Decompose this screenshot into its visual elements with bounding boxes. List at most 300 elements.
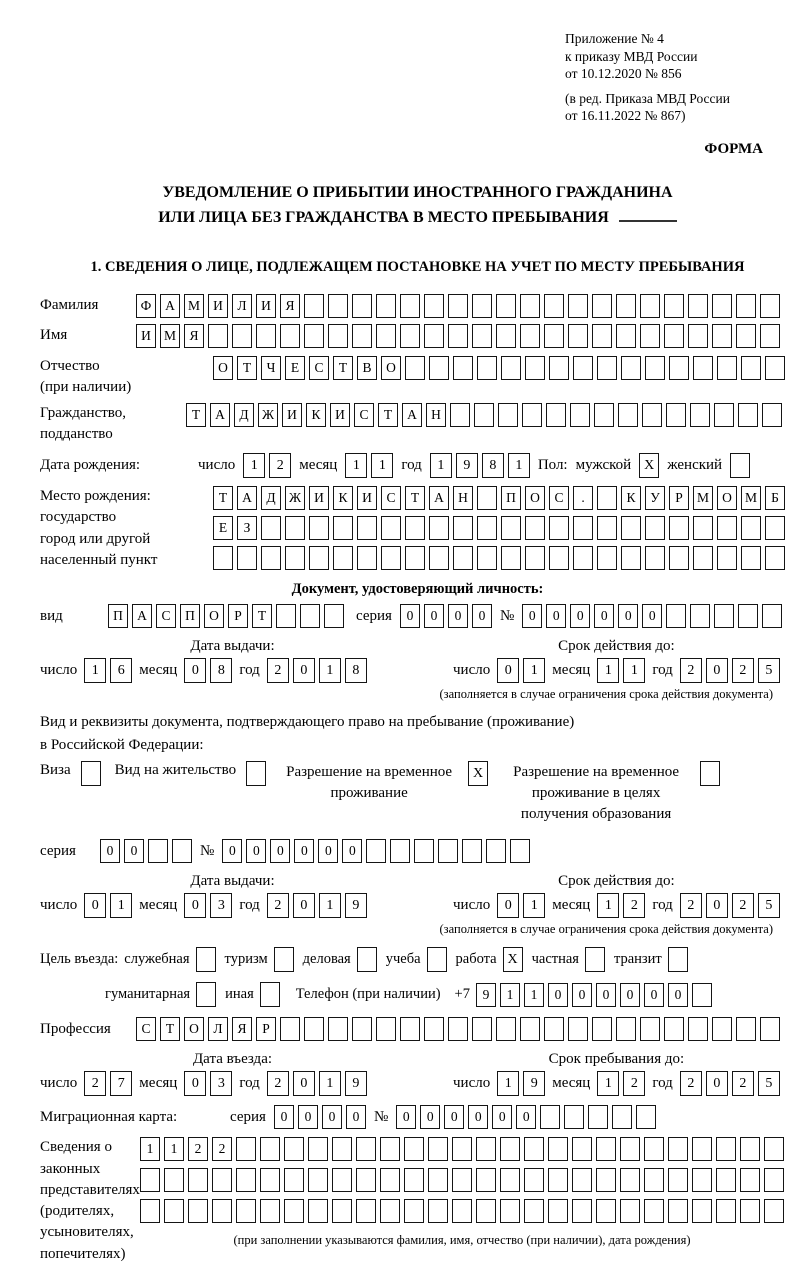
cell[interactable]: 1 — [497, 1071, 519, 1096]
cell[interactable] — [568, 294, 588, 318]
cell[interactable] — [596, 1199, 616, 1223]
cell[interactable] — [688, 324, 708, 348]
cell[interactable] — [404, 1168, 424, 1192]
cell[interactable]: М — [693, 486, 713, 510]
cell[interactable]: 1 — [597, 893, 619, 918]
cell[interactable] — [232, 324, 252, 348]
cell[interactable]: 0 — [596, 983, 616, 1007]
sex-female-checkbox[interactable] — [730, 453, 750, 478]
cell[interactable]: 2 — [732, 1071, 754, 1096]
cell[interactable] — [596, 1137, 616, 1161]
cell[interactable] — [597, 486, 617, 510]
cell[interactable] — [164, 1199, 184, 1223]
cell[interactable]: 0 — [468, 1105, 488, 1129]
cell[interactable] — [476, 1137, 496, 1161]
cell[interactable]: 1 — [110, 893, 132, 918]
cell[interactable] — [524, 1137, 544, 1161]
cell[interactable] — [400, 324, 420, 348]
cell[interactable] — [472, 1017, 492, 1041]
cell[interactable]: 0 — [342, 839, 362, 863]
cell[interactable] — [496, 324, 516, 348]
cell[interactable] — [188, 1199, 208, 1223]
cell[interactable] — [405, 546, 425, 570]
cell[interactable] — [405, 356, 425, 380]
temp-permit-checkbox[interactable]: X — [468, 761, 488, 786]
cell[interactable]: 8 — [210, 658, 232, 683]
cell[interactable]: 8 — [345, 658, 367, 683]
cell[interactable]: 2 — [267, 658, 289, 683]
cell[interactable] — [621, 516, 641, 540]
cell[interactable]: 9 — [523, 1071, 545, 1096]
cell[interactable] — [666, 403, 686, 427]
cell[interactable] — [477, 516, 497, 540]
cell[interactable] — [276, 604, 296, 628]
cell[interactable]: 1 — [523, 658, 545, 683]
cell[interactable] — [332, 1199, 352, 1223]
cell[interactable] — [324, 604, 344, 628]
cell[interactable]: 3 — [210, 1071, 232, 1096]
cell[interactable] — [597, 356, 617, 380]
purpose-transit-checkbox[interactable] — [668, 947, 688, 972]
cell[interactable]: 0 — [522, 604, 542, 628]
cell[interactable]: 1 — [597, 658, 619, 683]
cell[interactable] — [284, 1168, 304, 1192]
cell[interactable] — [188, 1168, 208, 1192]
cell[interactable]: 5 — [758, 658, 780, 683]
cell[interactable] — [498, 403, 518, 427]
cell[interactable]: О — [717, 486, 737, 510]
purpose-private-checkbox[interactable] — [585, 947, 605, 972]
purpose-work-checkbox[interactable]: X — [503, 947, 523, 972]
cell[interactable] — [474, 403, 494, 427]
cell[interactable] — [740, 1199, 760, 1223]
cell[interactable] — [664, 294, 684, 318]
cell[interactable]: 0 — [184, 1071, 206, 1096]
cell[interactable]: 1 — [508, 453, 530, 478]
cell[interactable]: 7 — [110, 1071, 132, 1096]
cell[interactable]: 0 — [644, 983, 664, 1007]
cell[interactable] — [404, 1199, 424, 1223]
cell[interactable]: 1 — [523, 893, 545, 918]
cell[interactable] — [520, 294, 540, 318]
cell[interactable] — [404, 1137, 424, 1161]
cell[interactable] — [664, 324, 684, 348]
cell[interactable] — [568, 324, 588, 348]
cell[interactable] — [621, 546, 641, 570]
cell[interactable]: Н — [426, 403, 446, 427]
cell[interactable]: А — [210, 403, 230, 427]
cell[interactable]: Р — [669, 486, 689, 510]
cell[interactable]: 0 — [124, 839, 144, 863]
cell[interactable]: 0 — [594, 604, 614, 628]
cell[interactable] — [546, 403, 566, 427]
cell[interactable] — [352, 324, 372, 348]
cell[interactable]: С — [136, 1017, 156, 1041]
cell[interactable]: А — [429, 486, 449, 510]
cell[interactable]: А — [237, 486, 257, 510]
cell[interactable] — [564, 1105, 584, 1129]
cell[interactable]: 1 — [597, 1071, 619, 1096]
cell[interactable]: Т — [252, 604, 272, 628]
cell[interactable] — [414, 839, 434, 863]
cell[interactable] — [765, 516, 785, 540]
cell[interactable]: К — [333, 486, 353, 510]
cell[interactable] — [381, 546, 401, 570]
cell[interactable] — [692, 1137, 712, 1161]
cell[interactable] — [669, 516, 689, 540]
cell[interactable] — [762, 604, 782, 628]
cell[interactable] — [618, 403, 638, 427]
cell[interactable] — [690, 403, 710, 427]
cell[interactable] — [573, 516, 593, 540]
cell[interactable] — [573, 356, 593, 380]
cell[interactable] — [236, 1137, 256, 1161]
cell[interactable] — [594, 403, 614, 427]
cell[interactable] — [284, 1137, 304, 1161]
cell[interactable]: О — [184, 1017, 204, 1041]
cell[interactable]: 0 — [294, 839, 314, 863]
cell[interactable] — [548, 1199, 568, 1223]
cell[interactable]: 2 — [680, 893, 702, 918]
cell[interactable] — [476, 1168, 496, 1192]
cell[interactable] — [717, 356, 737, 380]
cell[interactable]: Л — [232, 294, 252, 318]
cell[interactable] — [522, 403, 542, 427]
cell[interactable] — [424, 294, 444, 318]
cell[interactable]: 2 — [680, 658, 702, 683]
cell[interactable]: А — [132, 604, 152, 628]
cell[interactable]: Т — [405, 486, 425, 510]
cell[interactable] — [592, 1017, 612, 1041]
cell[interactable] — [212, 1199, 232, 1223]
cell[interactable]: 0 — [497, 893, 519, 918]
cell[interactable]: О — [204, 604, 224, 628]
cell[interactable] — [328, 1017, 348, 1041]
cell[interactable] — [693, 546, 713, 570]
cell[interactable] — [524, 1199, 544, 1223]
cell[interactable]: Я — [280, 294, 300, 318]
cell[interactable]: 0 — [497, 658, 519, 683]
cell[interactable] — [452, 1137, 472, 1161]
cell[interactable] — [544, 324, 564, 348]
cell[interactable]: Н — [453, 486, 473, 510]
cell[interactable] — [500, 1199, 520, 1223]
cell[interactable] — [741, 516, 761, 540]
cell[interactable] — [738, 403, 758, 427]
cell[interactable] — [462, 839, 482, 863]
cell[interactable]: С — [156, 604, 176, 628]
cell[interactable] — [400, 1017, 420, 1041]
cell[interactable] — [690, 604, 710, 628]
cell[interactable]: Ж — [258, 403, 278, 427]
cell[interactable] — [261, 546, 281, 570]
cell[interactable] — [500, 1137, 520, 1161]
cell[interactable]: С — [354, 403, 374, 427]
cell[interactable] — [712, 294, 732, 318]
cell[interactable]: Я — [232, 1017, 252, 1041]
cell[interactable] — [668, 1199, 688, 1223]
cell[interactable] — [309, 516, 329, 540]
cell[interactable]: Р — [256, 1017, 276, 1041]
cell[interactable] — [280, 324, 300, 348]
cell[interactable] — [712, 1017, 732, 1041]
cell[interactable]: 5 — [758, 1071, 780, 1096]
cell[interactable]: 0 — [346, 1105, 366, 1129]
cell[interactable] — [736, 1017, 756, 1041]
cell[interactable] — [356, 1137, 376, 1161]
cell[interactable] — [140, 1199, 160, 1223]
cell[interactable] — [400, 294, 420, 318]
cell[interactable]: П — [501, 486, 521, 510]
cell[interactable] — [429, 516, 449, 540]
cell[interactable] — [640, 294, 660, 318]
cell[interactable] — [597, 516, 617, 540]
cell[interactable] — [208, 324, 228, 348]
cell[interactable]: 2 — [84, 1071, 106, 1096]
cell[interactable]: И — [136, 324, 156, 348]
cell[interactable]: Т — [378, 403, 398, 427]
cell[interactable]: 0 — [620, 983, 640, 1007]
cell[interactable]: М — [160, 324, 180, 348]
cell[interactable] — [640, 1017, 660, 1041]
cell[interactable] — [476, 1199, 496, 1223]
cell[interactable]: 0 — [706, 658, 728, 683]
cell[interactable] — [236, 1168, 256, 1192]
cell[interactable]: 0 — [222, 839, 242, 863]
cell[interactable]: 0 — [246, 839, 266, 863]
cell[interactable] — [572, 1199, 592, 1223]
cell[interactable] — [741, 356, 761, 380]
cell[interactable]: 0 — [618, 604, 638, 628]
cell[interactable]: О — [381, 356, 401, 380]
cell[interactable] — [544, 294, 564, 318]
cell[interactable]: 1 — [345, 453, 367, 478]
cell[interactable] — [486, 839, 506, 863]
cell[interactable] — [472, 294, 492, 318]
cell[interactable] — [453, 356, 473, 380]
cell[interactable] — [712, 324, 732, 348]
cell[interactable] — [692, 1199, 712, 1223]
cell[interactable]: 8 — [482, 453, 504, 478]
cell[interactable]: 0 — [424, 604, 444, 628]
cell[interactable] — [260, 1199, 280, 1223]
cell[interactable] — [172, 839, 192, 863]
cell[interactable] — [525, 546, 545, 570]
cell[interactable]: 0 — [642, 604, 662, 628]
cell[interactable]: 2 — [732, 893, 754, 918]
cell[interactable] — [304, 324, 324, 348]
cell[interactable] — [380, 1199, 400, 1223]
cell[interactable]: 0 — [184, 658, 206, 683]
cell[interactable] — [300, 604, 320, 628]
cell[interactable] — [304, 294, 324, 318]
cell[interactable] — [332, 1168, 352, 1192]
cell[interactable] — [693, 356, 713, 380]
cell[interactable] — [525, 356, 545, 380]
purpose-official-checkbox[interactable] — [196, 947, 216, 972]
cell[interactable]: 0 — [84, 893, 106, 918]
purpose-humanitarian-checkbox[interactable] — [196, 982, 216, 1007]
cell[interactable] — [380, 1168, 400, 1192]
cell[interactable] — [520, 324, 540, 348]
cell[interactable]: 3 — [210, 893, 232, 918]
cell[interactable] — [164, 1168, 184, 1192]
cell[interactable]: 1 — [319, 658, 341, 683]
cell[interactable] — [333, 546, 353, 570]
cell[interactable] — [376, 324, 396, 348]
cell[interactable] — [645, 546, 665, 570]
cell[interactable]: 1 — [243, 453, 265, 478]
cell[interactable] — [620, 1168, 640, 1192]
cell[interactable] — [549, 516, 569, 540]
cell[interactable] — [548, 1137, 568, 1161]
cell[interactable] — [764, 1137, 784, 1161]
cell[interactable] — [588, 1105, 608, 1129]
cell[interactable] — [237, 546, 257, 570]
cell[interactable] — [357, 516, 377, 540]
cell[interactable] — [212, 1168, 232, 1192]
cell[interactable] — [540, 1105, 560, 1129]
cell[interactable]: 0 — [420, 1105, 440, 1129]
cell[interactable]: О — [213, 356, 233, 380]
cell[interactable] — [668, 1137, 688, 1161]
cell[interactable]: К — [621, 486, 641, 510]
cell[interactable]: И — [330, 403, 350, 427]
cell[interactable]: К — [306, 403, 326, 427]
cell[interactable] — [328, 294, 348, 318]
cell[interactable]: 2 — [732, 658, 754, 683]
cell[interactable] — [597, 546, 617, 570]
cell[interactable]: 0 — [293, 1071, 315, 1096]
cell[interactable] — [429, 546, 449, 570]
cell[interactable]: 0 — [706, 1071, 728, 1096]
cell[interactable]: 0 — [298, 1105, 318, 1129]
cell[interactable] — [572, 1137, 592, 1161]
cell[interactable] — [764, 1199, 784, 1223]
cell[interactable] — [308, 1199, 328, 1223]
cell[interactable] — [666, 604, 686, 628]
cell[interactable] — [668, 1168, 688, 1192]
cell[interactable] — [692, 983, 712, 1007]
cell[interactable] — [285, 516, 305, 540]
cell[interactable]: М — [741, 486, 761, 510]
cell[interactable] — [645, 516, 665, 540]
cell[interactable] — [140, 1168, 160, 1192]
cell[interactable]: А — [160, 294, 180, 318]
cell[interactable] — [760, 1017, 780, 1041]
cell[interactable]: 1 — [623, 658, 645, 683]
cell[interactable]: 9 — [345, 893, 367, 918]
sex-male-checkbox[interactable]: X — [639, 453, 659, 478]
cell[interactable] — [428, 1137, 448, 1161]
cell[interactable]: 1 — [84, 658, 106, 683]
cell[interactable] — [548, 1168, 568, 1192]
cell[interactable]: О — [525, 486, 545, 510]
cell[interactable] — [669, 546, 689, 570]
cell[interactable] — [452, 1199, 472, 1223]
cell[interactable]: 0 — [546, 604, 566, 628]
cell[interactable] — [616, 1017, 636, 1041]
cell[interactable]: Б — [765, 486, 785, 510]
cell[interactable]: 1 — [140, 1137, 160, 1161]
cell[interactable]: 9 — [345, 1071, 367, 1096]
cell[interactable] — [448, 1017, 468, 1041]
cell[interactable] — [260, 1137, 280, 1161]
cell[interactable] — [477, 546, 497, 570]
cell[interactable] — [764, 1168, 784, 1192]
cell[interactable]: 0 — [668, 983, 688, 1007]
cell[interactable] — [636, 1105, 656, 1129]
cell[interactable] — [568, 1017, 588, 1041]
cell[interactable]: С — [549, 486, 569, 510]
cell[interactable] — [644, 1137, 664, 1161]
cell[interactable] — [213, 546, 233, 570]
cell[interactable] — [717, 516, 737, 540]
cell[interactable] — [496, 294, 516, 318]
cell[interactable] — [612, 1105, 632, 1129]
cell[interactable]: Ф — [136, 294, 156, 318]
cell[interactable] — [644, 1168, 664, 1192]
cell[interactable] — [616, 294, 636, 318]
cell[interactable] — [356, 1168, 376, 1192]
cell[interactable]: 2 — [267, 893, 289, 918]
cell[interactable]: С — [381, 486, 401, 510]
cell[interactable] — [762, 403, 782, 427]
cell[interactable]: 0 — [274, 1105, 294, 1129]
cell[interactable]: 0 — [322, 1105, 342, 1129]
cell[interactable] — [448, 294, 468, 318]
cell[interactable] — [736, 324, 756, 348]
cell[interactable]: Ж — [285, 486, 305, 510]
cell[interactable] — [308, 1137, 328, 1161]
cell[interactable]: М — [184, 294, 204, 318]
cell[interactable]: Д — [234, 403, 254, 427]
cell[interactable]: З — [237, 516, 257, 540]
cell[interactable] — [496, 1017, 516, 1041]
cell[interactable] — [716, 1168, 736, 1192]
cell[interactable] — [405, 516, 425, 540]
cell[interactable] — [381, 516, 401, 540]
cell[interactable]: 0 — [516, 1105, 536, 1129]
cell[interactable]: 0 — [184, 893, 206, 918]
cell[interactable] — [716, 1137, 736, 1161]
cell[interactable] — [714, 403, 734, 427]
cell[interactable]: 2 — [267, 1071, 289, 1096]
cell[interactable] — [592, 294, 612, 318]
cell[interactable] — [376, 1017, 396, 1041]
cell[interactable] — [693, 516, 713, 540]
cell[interactable] — [450, 403, 470, 427]
cell[interactable] — [572, 1168, 592, 1192]
cell[interactable] — [453, 516, 473, 540]
cell[interactable]: 0 — [293, 658, 315, 683]
residence-permit-checkbox[interactable] — [246, 761, 266, 786]
cell[interactable] — [549, 546, 569, 570]
cell[interactable] — [765, 546, 785, 570]
cell[interactable] — [429, 356, 449, 380]
cell[interactable]: И — [309, 486, 329, 510]
cell[interactable]: 9 — [476, 983, 496, 1007]
cell[interactable]: Р — [228, 604, 248, 628]
cell[interactable] — [376, 294, 396, 318]
cell[interactable] — [501, 356, 521, 380]
cell[interactable] — [477, 356, 497, 380]
cell[interactable] — [740, 1137, 760, 1161]
cell[interactable] — [356, 1199, 376, 1223]
purpose-study-checkbox[interactable] — [427, 947, 447, 972]
cell[interactable]: 1 — [430, 453, 452, 478]
cell[interactable]: 5 — [758, 893, 780, 918]
